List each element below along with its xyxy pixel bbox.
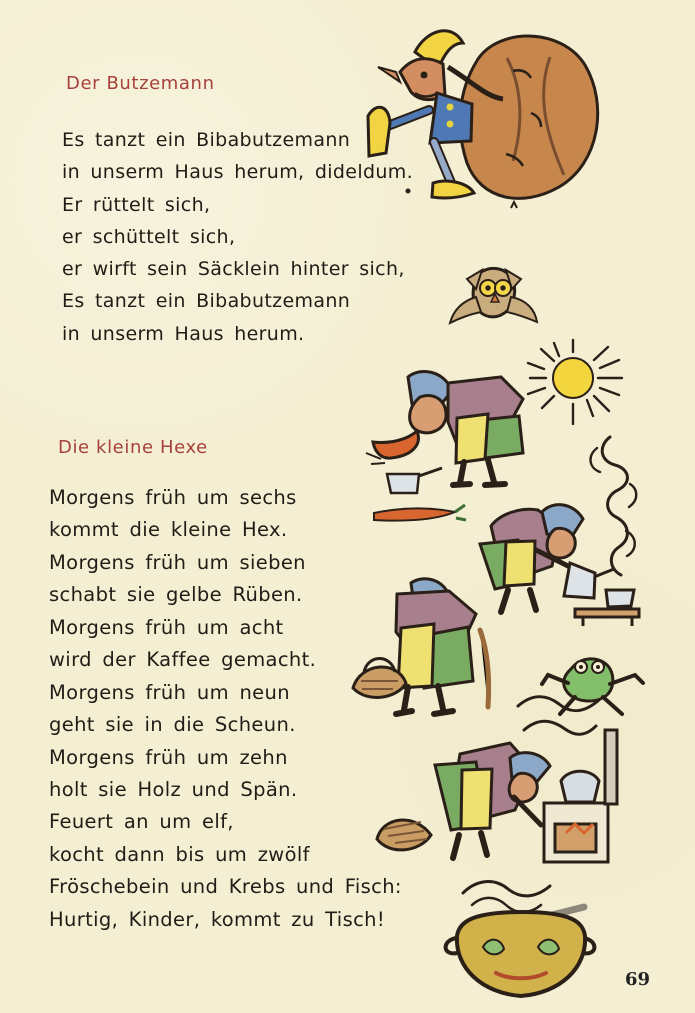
witch-at-stove-illustration [373,720,628,880]
hexe-poem-lines [49,482,402,936]
poem-line: Er rüttelt sich, [62,193,211,216]
poem-line: Morgens früh um neun [49,680,290,704]
poem-line: in unserm Haus herum. [62,322,305,345]
poem-title-hexe: Die kleine Hexe [58,437,208,458]
witch-with-basket-illustration [350,570,500,725]
poem-line: Morgens früh um zehn [49,745,288,769]
poem-line: Es tanzt ein Bibabutzemann [62,290,351,313]
poem-line: wird der Kaffee gemacht. [49,648,317,672]
poem-line: geht sie in die Scheun. [49,713,296,737]
poem-line: holt sie Holz und Spän. [49,777,298,801]
poem-line: er wirft sein Säcklein hinter sich, [62,258,405,281]
poem-line: kommt die kleine Hex. [49,518,288,542]
poem-line: Feuert an um elf, [49,810,234,834]
poem-line: Morgens früh um sieben [49,550,306,574]
soup-pot-illustration [438,870,606,1010]
poem-line: kocht dann bis um zwölf [49,842,310,866]
poem-line: Hurtig, Kinder, kommt zu Tisch! [49,907,386,931]
poem-line: Es tanzt ein Bibabutzemann [62,129,351,151]
poem-line: Morgens früh um sechs [49,486,297,509]
page-number: 69 [625,969,651,990]
poem-title-butzemann: Der Butzemann [66,73,215,94]
owl-illustration [445,256,540,328]
poem-line: er schüttelt sich, [62,225,236,248]
poem-line: in unserm Haus herum, dideldum. [62,161,414,184]
poem-line: Fröschebein und Krebs und Fisch: [49,875,402,899]
poem-line: Morgens früh um acht [49,615,284,639]
poem-line: schabt sie gelbe Rüben. [49,583,303,607]
butzemann-with-sack-illustration [360,12,610,222]
